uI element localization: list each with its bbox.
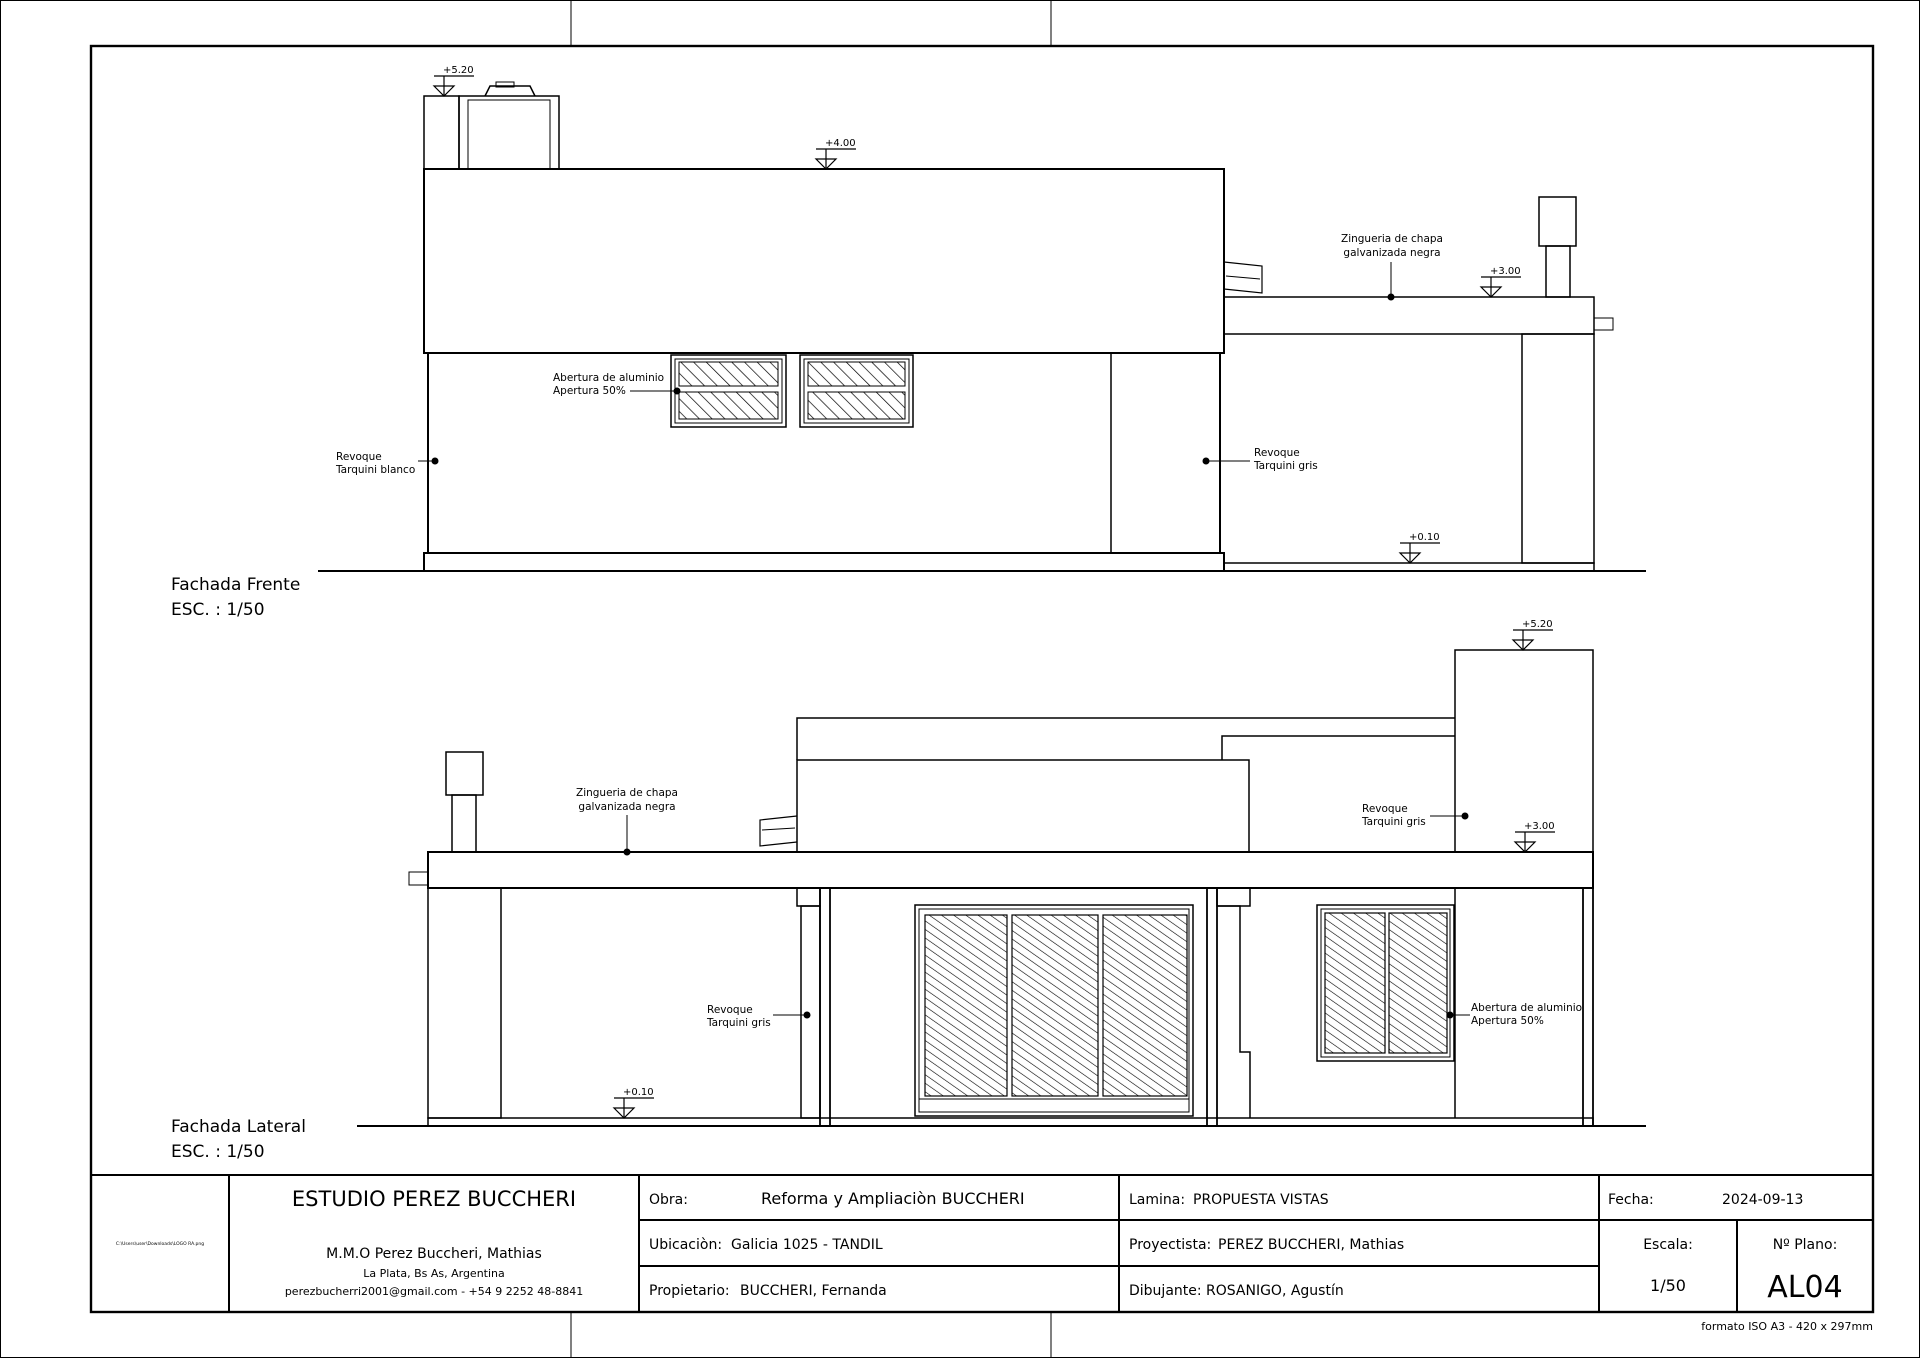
side-elevation bbox=[357, 650, 1646, 1126]
front-level-canopy: +3.00 bbox=[1490, 266, 1521, 277]
studio-name: ESTUDIO PEREZ BUCCHERI bbox=[291, 1187, 577, 1211]
front-level-ground: +0.10 bbox=[1409, 532, 1440, 543]
side-render-top-note-1: Revoque bbox=[1362, 803, 1408, 815]
front-render-right-note-1: Revoque bbox=[1254, 447, 1300, 459]
plano-label: Nº Plano: bbox=[1772, 1237, 1838, 1253]
side-render-mid-note-2: Tarquini gris bbox=[707, 1017, 771, 1029]
side-elevation-title: Fachada Lateral bbox=[171, 1117, 306, 1137]
front-level-tank: +5.20 bbox=[443, 65, 474, 76]
lamina-value: PROPUESTA VISTAS bbox=[1193, 1192, 1329, 1208]
ubicacion-label: Ubicaciòn: bbox=[649, 1237, 723, 1253]
ubicacion-value: Galicia 1025 - TANDIL bbox=[731, 1237, 883, 1253]
escala-label: Escala: bbox=[1643, 1237, 1693, 1253]
side-level-top: +5.20 bbox=[1522, 619, 1553, 630]
format-note: formato ISO A3 - 420 x 297mm bbox=[1701, 1320, 1873, 1333]
side-level-ground: +0.10 bbox=[623, 1087, 654, 1098]
dibujante-label: Dibujante: bbox=[1129, 1283, 1202, 1299]
front-elevation-title: Fachada Frente bbox=[171, 575, 301, 595]
side-render-mid-note-1: Revoque bbox=[707, 1004, 753, 1016]
lamina-label: Lamina: bbox=[1129, 1192, 1186, 1208]
side-window-note-2: Apertura 50% bbox=[1471, 1015, 1544, 1027]
front-window-note-2: Apertura 50% bbox=[553, 385, 626, 397]
obra-value: Reforma y Ampliaciòn BUCCHERI bbox=[761, 1189, 1025, 1208]
side-gutter-note-2: galvanizada negra bbox=[578, 801, 676, 813]
front-level-roof: +4.00 bbox=[825, 138, 856, 149]
studio-person: M.M.O Perez Buccheri, Mathias bbox=[326, 1246, 542, 1262]
front-render-left-note-1: Revoque bbox=[336, 451, 382, 463]
escala-value: 1/50 bbox=[1650, 1276, 1686, 1295]
side-gutter-note-1: Zingueria de chapa bbox=[576, 787, 678, 799]
logo-placeholder-path: C:\Users\user\Downloads\LOGO RA.png bbox=[115, 1242, 205, 1247]
proyectista-label: Proyectista: bbox=[1129, 1237, 1212, 1253]
studio-city: La Plata, Bs As, Argentina bbox=[363, 1267, 505, 1280]
front-gutter-note-2: galvanizada negra bbox=[1343, 247, 1441, 259]
propietario-value: BUCCHERI, Fernanda bbox=[740, 1283, 887, 1299]
studio-contact: perezbucherri2001@gmail.com - +54 9 2252 48-8841 bbox=[284, 1285, 584, 1298]
dibujante-value: ROSANIGO, Agustín bbox=[1206, 1283, 1344, 1299]
side-render-top-note-2: Tarquini gris bbox=[1362, 816, 1426, 828]
side-elevation-scale: ESC. : 1/50 bbox=[171, 1142, 265, 1162]
obra-label: Obra: bbox=[649, 1192, 688, 1208]
front-leaders bbox=[418, 262, 1394, 464]
fecha-label: Fecha: bbox=[1608, 1192, 1654, 1208]
front-elevation bbox=[318, 82, 1646, 571]
side-level-canopy: +3.00 bbox=[1524, 821, 1555, 832]
front-render-right-note-2: Tarquini gris bbox=[1254, 460, 1318, 472]
proyectista-value: PEREZ BUCCHERI, Mathias bbox=[1218, 1237, 1405, 1253]
front-elevation-scale: ESC. : 1/50 bbox=[171, 600, 265, 620]
fecha-value: 2024-09-13 bbox=[1722, 1192, 1804, 1208]
side-window-note-1: Abertura de aluminio bbox=[1471, 1002, 1583, 1014]
front-level-markers bbox=[434, 76, 1521, 563]
front-window-note-1: Abertura de aluminio bbox=[553, 372, 665, 384]
front-gutter-note-1: Zingueria de chapa bbox=[1341, 233, 1443, 245]
plano-value: AL04 bbox=[1767, 1270, 1843, 1305]
front-render-left-note-2: Tarquini blanco bbox=[336, 464, 416, 476]
propietario-label: Propietario: bbox=[649, 1283, 730, 1299]
